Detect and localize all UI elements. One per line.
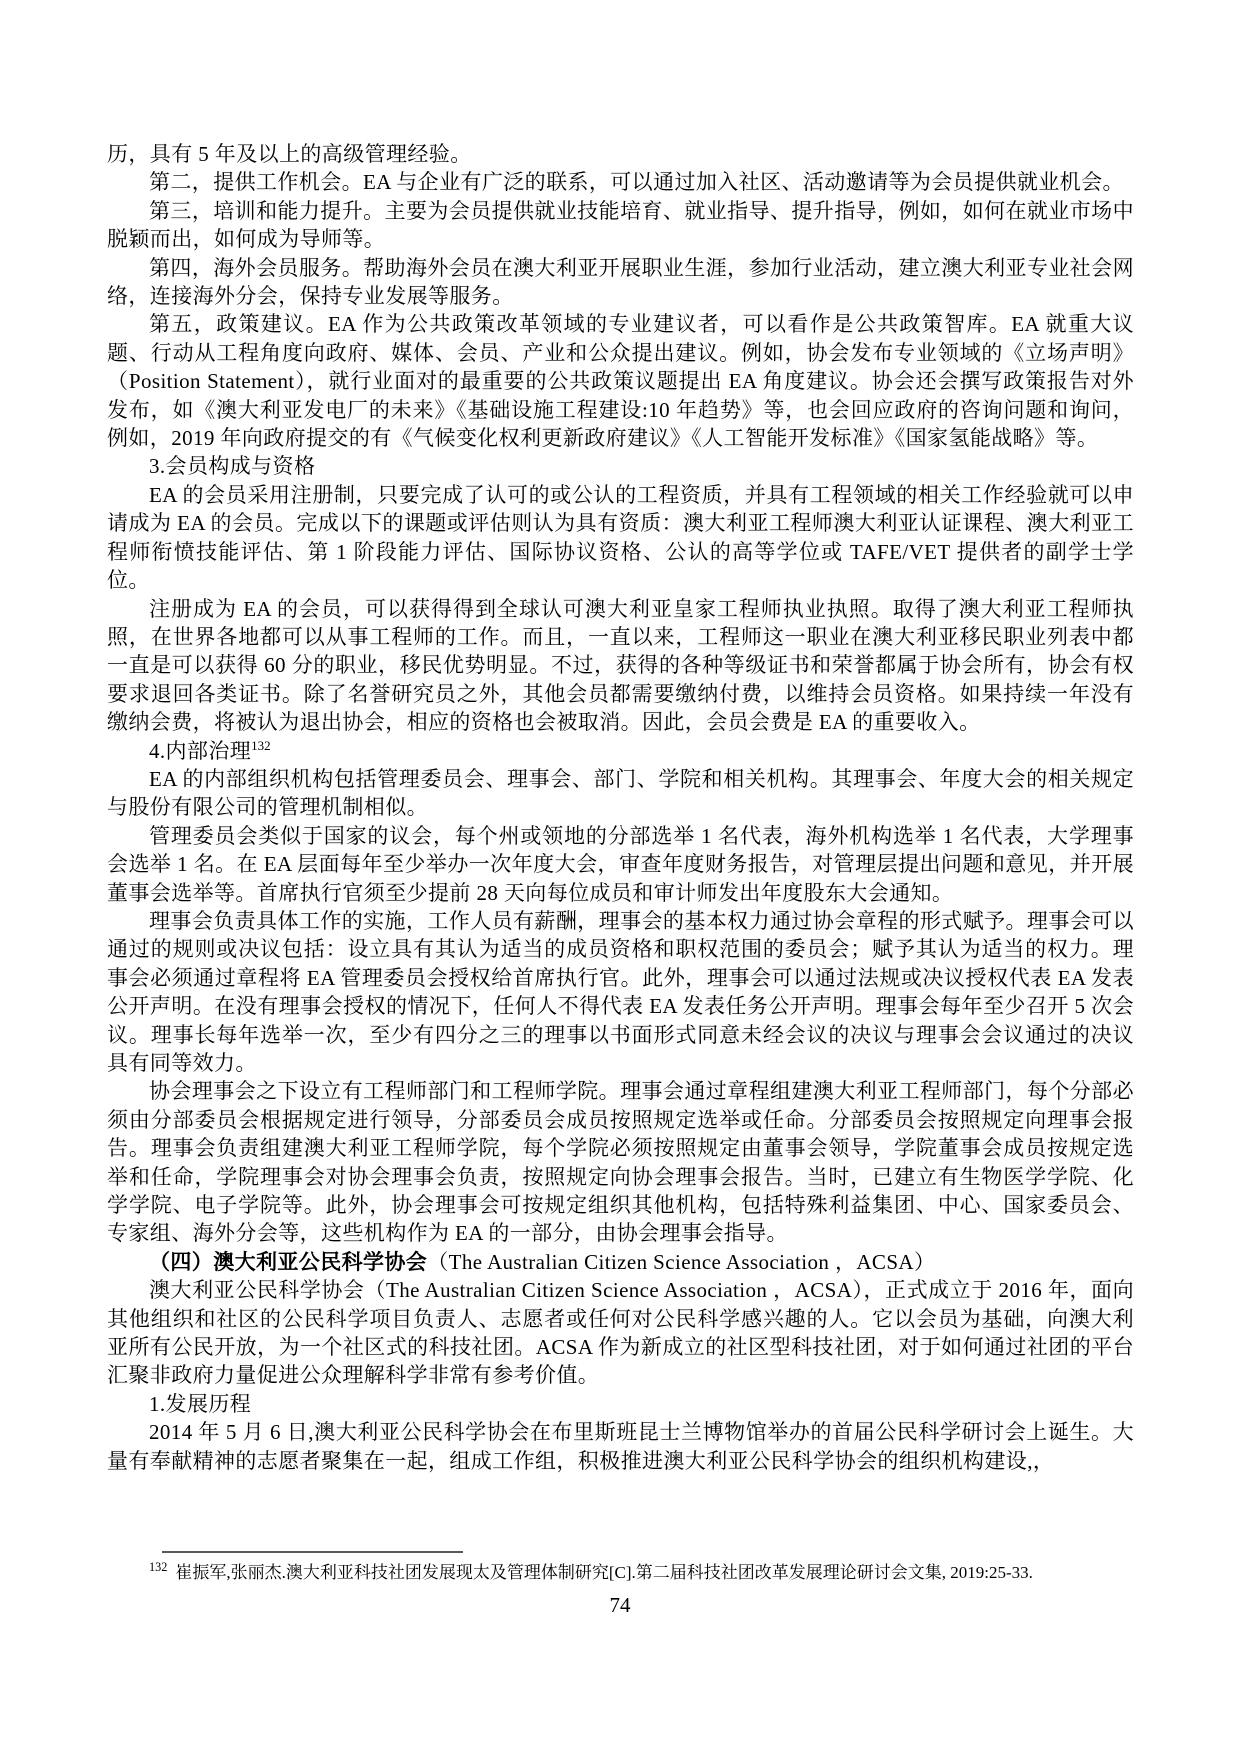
text-run: 管理委员会类似于国家的议会，每个州或领地的分部选举 1 名代表，海外机构选举 1 名代表，大学理事会选举 1 名。在 EA 层面每年至少举办一次年度大会，审查年度财务报告，对管理层提出问题和意见，并开展董事会选举等。首席执行官须至少提前 28 天向每位成员和审计师发出年度股东大会通知。 <box>107 823 1134 905</box>
text-run: 第二，提供工作机会。EA 与企业有广泛的联系，可以通过加入社区、活动邀请等为会员提供就业机会。 <box>149 170 1124 195</box>
subsection-heading-development <box>107 1390 1134 1418</box>
footnote-marker: 132 <box>149 1560 168 1575</box>
paragraph-governance-1 <box>107 765 1134 822</box>
page-number: 74 <box>609 1593 631 1617</box>
paragraph-governance-2 <box>107 822 1134 907</box>
footnote-reference: 132 <box>251 737 271 753</box>
text-run: EA 的内部组织机构包括管理委员会、理事会、部门、学院和相关机构。其理事会、年度大会的相关规定与股份有限公司的管理机制相似。 <box>107 766 1134 820</box>
paragraph-benefit-3 <box>107 197 1134 254</box>
paragraph-governance-4 <box>107 1077 1134 1247</box>
paragraph-membership-2 <box>107 595 1134 737</box>
text-run: 2014 年 5 月 6 日,澳大利亚公民科学协会在布里斯班昆士兰博物馆举办的首届公民科学研讨会上诞生。大量有奉献精神的志愿者聚集在一起，组成工作组，积极推进澳大利亚公民科学协会的组织机构建设,， <box>107 1420 1134 1473</box>
text-run: （The Australian Citizen Science Association ，ACSA） <box>427 1249 936 1274</box>
text-run: 3.会员构成与资格 <box>149 454 316 479</box>
paragraph-continuation <box>107 140 1134 168</box>
footnote-separator <box>162 1551 463 1553</box>
subsection-heading-membership <box>107 452 1134 480</box>
section-heading-acsa <box>107 1248 1134 1276</box>
footnote <box>149 1562 1144 1584</box>
paragraph-benefit-2 <box>107 168 1134 196</box>
paragraph-benefit-5 <box>107 310 1134 452</box>
text-run: 第五，政策建议。EA 作为公共政策改革领域的专业建议者，可以看作是公共政策智库。EA 就重大议题、行动从工程角度向政府、媒体、会员、产业和公众提出建议。例如，协会发布专业领域的《立场声明》（Position Statement），就行业面对的最重要的公共政策议题提出 EA 角度建议。协会还会撰写政策报告对外发布，如《澳大利亚发电厂的未来》《基础设施工程建设:10 年趋势》等，也会回应政府的咨询问题和询问，例如，2019 年向政府提交的有《气候变化权利更新政府建议》《人工智能开发标准》《国家氢能战略》等。 <box>107 312 1134 451</box>
paragraph-development-1 <box>107 1418 1134 1475</box>
text-run: 第四，海外会员服务。帮助海外会员在澳大利亚开展职业生涯，参加行业活动，建立澳大利亚专业社会网络，连接海外分会，保持专业发展等服务。 <box>107 255 1134 309</box>
paragraph-acsa-intro <box>107 1276 1134 1390</box>
text-run: 第三，培训和能力提升。主要为会员提供就业技能培育、就业指导、提升指导，例如，如何在就业市场中脱颖而出，如何成为导师等。 <box>107 198 1134 252</box>
text-run: 历，具有 5 年及以上的高级管理经验。 <box>107 142 472 166</box>
footnote-text: 崔振军,张丽杰.澳大利亚科技社团发展现太及管理体制研究[C].第二届科技社团改革发展理论研讨会文集, 2019:25-33. <box>175 1563 1033 1582</box>
text-run: 协会理事会之下设立有工程师部门和工程师学院。理事会通过章程组建澳大利亚工程师部门，每个分部必须由分部委员会根据规定进行领导，分部委员会成员按照规定选举或任命。分部委员会按照规定向理事会报告。理事会负责组建澳大利亚工程师学院，每个学院必须按照规定由董事会领导，学院董事会成员按规定选举和任命，学院理事会对协会理事会负责，按照规定向协会理事会报告。当时，已建立有生物医学学院、化学学院、电子学院等。此外，协会理事会可按规定组织其他机构，包括特殊利益集团、中心、国家委员会、专家组、海外分会等，这些机构作为 EA 的一部分，由协会理事会指导。 <box>107 1079 1134 1246</box>
text-run: 1.发展历程 <box>149 1391 252 1416</box>
paragraph-membership-1 <box>107 481 1134 595</box>
subsection-heading-governance <box>107 737 1134 765</box>
text-run: EA 的会员采用注册制，只要完成了认可的或公认的工程资质，并具有工程领域的相关工作经验就可以申请成为 EA 的会员。完成以下的课题或评估则认为具有资质：澳大利亚工程师澳大利亚认证课程、澳大利亚工程师衔愤技能评估、第 1 阶段能力评估、国际协议资格、公认的高等学位或 TAFE/VET 提供者的副学士学位。 <box>107 482 1134 593</box>
document-body <box>107 140 1134 1475</box>
text-run: 4.内部治理 <box>149 738 252 763</box>
text-run: 注册成为 EA 的会员，可以获得得到全球认可澳大利亚皇家工程师执业执照。取得了澳大利亚工程师执照，在世界各地都可以从事工程师的工作。而且，一直以来，工程师这一职业在澳大利亚移民职业列表中都一直是可以获得 60 分的职业，移民优势明显。不过，获得的各种等级证书和荣誉都属于协会所有，协会有权要求退回各类证书。除了名誉研究员之外，其他会员都需要缴纳付费，以维持会员资格。如果持续一年没有缴纳会费，将被认为退出协会，相应的资格也会被取消。因此，会员会费是 EA 的重要收入。 <box>107 596 1134 735</box>
paragraph-benefit-4 <box>107 254 1134 311</box>
paragraph-governance-3 <box>107 907 1134 1077</box>
text-run: 理事会负责具体工作的实施，工作人员有薪酬，理事会的基本权力通过协会章程的形式赋予。理事会可以通过的规则或决议包括：设立具有其认为适当的成员资格和职权范围的委员会；赋予其认为适当的权力。理事会必须通过章程将 EA 管理委员会授权给首席执行官。此外，理事会可以通过法规或决议授权代表 EA 发表公开声明。在没有理事会授权的情况下，任何人不得代表 EA 发表任务公开声明。理事会每年至少召开 5 次会议。理事长每年选举一次，至少有四分之三的理事以书面形式同意未经会议的决议与理事会会议通过的决议具有同等效力。 <box>107 908 1134 1075</box>
text-run-bold: （四）澳大利亚公民科学协会 <box>149 1249 428 1274</box>
text-run: 澳大利亚公民科学协会（The Australian Citizen Science Association ，ACSA），正式成立于 2016 年，面向其他组织和社区的公民科学项目负责人、志愿者或任何对公民科学感兴趣的人。它以会员为基础，向澳大利亚所有公民开放，为一个社区式的科技社团。ACSA 作为新成立的社区型科技社团，对于如何通过社团的平台汇聚非政府力量促进公众理解科学非常有参考价值。 <box>107 1278 1134 1388</box>
